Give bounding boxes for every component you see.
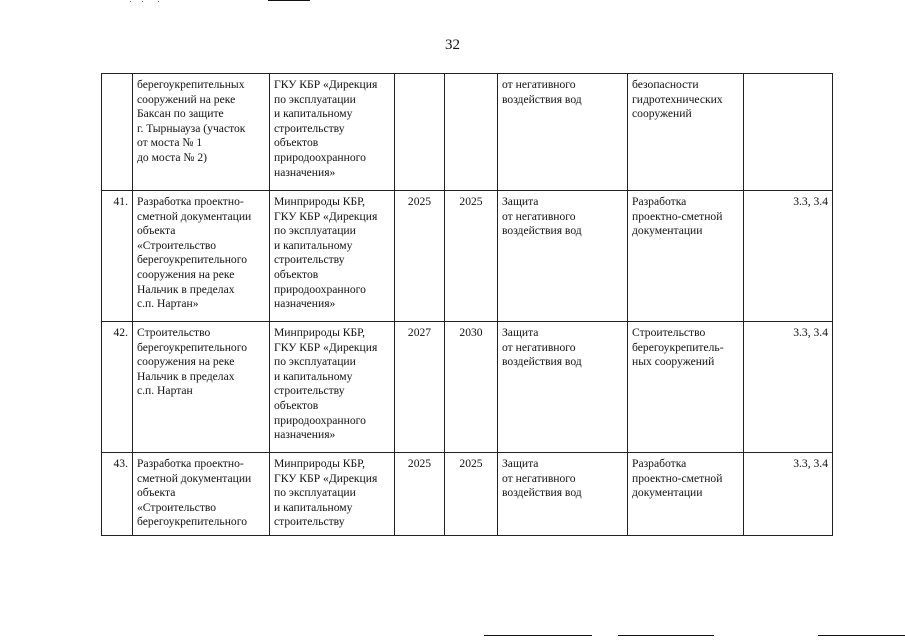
scan-artifact-dot xyxy=(130,1,131,2)
goal: Защита от негативного воздействия вод xyxy=(498,322,628,453)
start-year: 2027 xyxy=(395,322,445,453)
start-year xyxy=(395,74,445,191)
goal: от негативного воздействия вод xyxy=(498,74,628,191)
expected-result: Разработка проектно-сметной документации xyxy=(628,453,744,536)
table-row xyxy=(102,322,833,453)
measure-title: берегоукрепительных сооружений на реке Баксан по защите г. Тырныауза (участок от моста № 1 до моста № 2) xyxy=(133,74,270,191)
table-row xyxy=(102,191,833,322)
start-year: 2025 xyxy=(395,191,445,322)
end-year: 2025 xyxy=(445,453,498,536)
table-row xyxy=(102,453,833,536)
measures-table xyxy=(101,73,833,536)
executor: Минприроды КБР, ГКУ КБР «Дирекция по эксплуатации и капитальному строительству объектов природоохранного назначения» xyxy=(270,191,395,322)
measure-title: Разработка проектно- сметной документации объекта «Строительство берегоукрепительного xyxy=(133,453,270,536)
scan-artifact-top xyxy=(268,0,310,1)
table-body xyxy=(102,74,833,536)
row-number: 41. xyxy=(102,191,133,322)
end-year: 2030 xyxy=(445,322,498,453)
footer-rule xyxy=(618,635,714,636)
scan-artifact-dot xyxy=(142,1,143,2)
indicator-ref: 3.3, 3.4 xyxy=(744,322,833,453)
measure-title: Разработка проектно- сметной документации объекта «Строительство берегоукрепительного сооружения на реке Нальчик в пределах с.п. Нартан» xyxy=(133,191,270,322)
row-number: 42. xyxy=(102,322,133,453)
indicator-ref: 3.3, 3.4 xyxy=(744,191,833,322)
end-year xyxy=(445,74,498,191)
page-number: 32 xyxy=(445,37,460,53)
expected-result: Разработка проектно-сметной документации xyxy=(628,191,744,322)
executor: Минприроды КБР, ГКУ КБР «Дирекция по эксплуатации и капитальному строительству объектов природоохранного назначения» xyxy=(270,322,395,453)
indicator-ref xyxy=(744,74,833,191)
indicator-ref: 3.3, 3.4 xyxy=(744,453,833,536)
scan-artifact-dot xyxy=(158,1,159,2)
executor: ГКУ КБР «Дирекция по эксплуатации и капитальному строительству объектов природоохранного назначения» xyxy=(270,74,395,191)
footer-rule xyxy=(484,635,592,636)
expected-result: Строительство берегоукрепитель- ных сооружений xyxy=(628,322,744,453)
start-year: 2025 xyxy=(395,453,445,536)
row-number xyxy=(102,74,133,191)
row-number: 43. xyxy=(102,453,133,536)
executor: Минприроды КБР, ГКУ КБР «Дирекция по эксплуатации и капитальному строительству xyxy=(270,453,395,536)
end-year: 2025 xyxy=(445,191,498,322)
footer-rule xyxy=(818,635,905,636)
goal: Защита от негативного воздействия вод xyxy=(498,191,628,322)
goal: Защита от негативного воздействия вод xyxy=(498,453,628,536)
table-row xyxy=(102,74,833,191)
measure-title: Строительство берегоукрепительного сооружения на реке Нальчик в пределах с.п. Нартан xyxy=(133,322,270,453)
expected-result: безопасности гидротехнических сооружений xyxy=(628,74,744,191)
